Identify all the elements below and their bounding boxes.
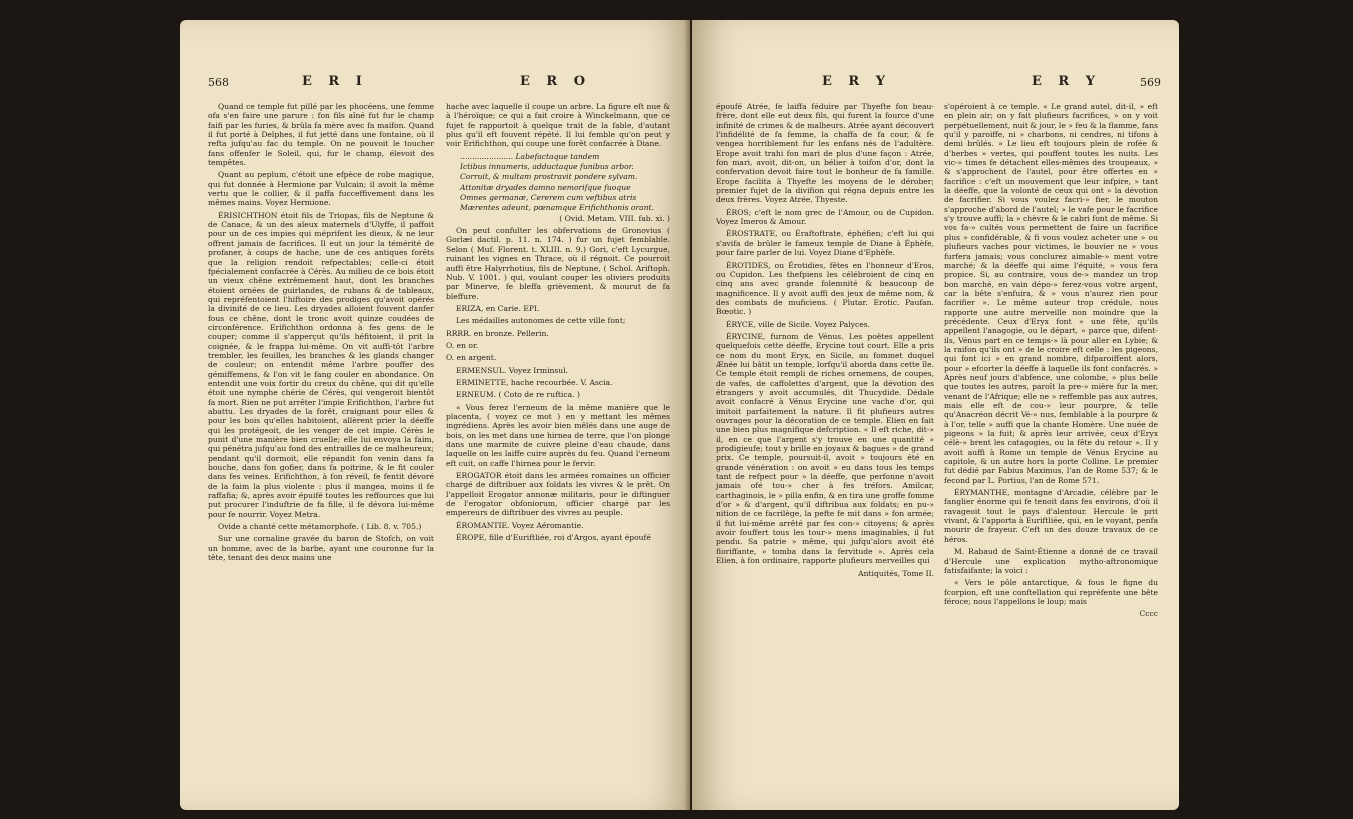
paragraph: « Vous ferez l'erneum de la même manière que le placenta, ( voyez ce mot ) en y mettant les mêmes ingrédiens. Après les avoir bien mêlés dans une auge de bois, on les met dans une hirnea de terre, que l'on plonge dans une marmite de cuivre pleine d'eau chaude, dans laquelle on les laiffe cuire auprès du feu. Quand l'erneum eft cuit, on caffe l'hirnea pour le fervir. <box>446 402 670 468</box>
entry-erope: ÉROPE, fille d'Euriftliée, roi d'Argos, ayant époufé <box>456 533 651 543</box>
entry-erotides: ÉROTIDES, ou Érotidies, fêtes en l'honneur d'Eros, ou Cupidon. Les thefpiens les célébroient de cinq en cinq ans avec grande folemnité & beaucoup de magnificence. Il y avoit auffi des jeux de même nom, & des combats de muficiens. ( Plutar. Erotic. Paufan. Bœotic. ) <box>716 260 934 317</box>
paragraph: « Vers le pôle antarctique, & fous le figne du fcorpion, eft une conftellation qui repréfente une bête féroce; nous l'appellons le loup; mais <box>944 578 1158 606</box>
paragraph: hache avec laquelle il coupe un arbre. La figure eft nue & à l'héroïque; ce qui a fait croire à Winckelmann, que ce fujet fe rapportoit à quelque trait de la fable, d'autant plus qu'il eft fouvent répété. Il lui femble qu'on peut y voir Erifichthon, qui coupe une forêt confacrée à Diane. <box>446 102 670 149</box>
entry-erminette: ERMINETTE, hache recourbée. V. Ascia. <box>456 377 613 387</box>
left-page <box>180 20 690 810</box>
entry-ermensul: ERMENSUL. Voyez Irminsul. <box>456 365 569 375</box>
verse-line: Mærentes adeunt, pœnamque Erifichthonis orant. <box>460 203 655 213</box>
paragraph: Les médailles autonomes de cette ville font; <box>456 316 626 326</box>
entry-erogator: EROGATOR étoit dans les armées romaines un officier chargé de diftribuer aux foldats les vivres & le prêt. On l'appelloit Erogator annonæ militaris, pour le diftinguer de l'erogator obfoniorum, officier chargé par les empereurs de diftribuer des vivres au peuple. <box>446 471 670 518</box>
signature-mark: Cccc <box>1139 609 1158 619</box>
paragraph: Quand ce temple fut pillé par les phocéens, une femme ofa s'en faire une parure : fon fils aîné fut fur le champ faifi par les furies, & brûla fa mère avec fa maifon. Quand il fut porté à Delphes, il fut jetté dans une fontaine, où il refta jufqu'au fac du temple. On ne pouvoit le toucher fans offenfer le Soleil, qui, fur le champ, élevoit des tempêtes. <box>208 102 434 168</box>
coin-line: O. en argent. <box>446 353 497 363</box>
entry-eryce: ÉRYCE, ville de Sicile. Voyez Palyces. <box>726 319 871 329</box>
entry-eros: ÉROS; c'eft le nom grec de l'Amour, ou de Cupidon. Voyez Imeros & Amour. <box>716 207 934 227</box>
left-column-1 <box>208 102 434 566</box>
running-head-left-col2: E R O <box>520 74 592 89</box>
right-page <box>692 20 1179 810</box>
verse-line: Attonitæ dryades damno nemorifque fuoque <box>460 182 631 192</box>
verse-line: Omnes germanæ, Cererem cum veftibus atris <box>460 193 637 203</box>
right-column-1 <box>716 102 934 578</box>
entry-erisichthon: ÉRISICHTHON étoit fils de Triopas, fils de Neptune & de Canace, & un des aïeux maternels d'Ulyffe, il paffoit pour un de ces impies qui méprifent les dieux, & ne leur offrent jamais de facrifices. Il eut un jour la témérité de profaner, à coups de hache, une de ces antiques forêts que la religion rendoit refpectables; celle-ci étoit fpécialement confacrée à Cérès. Au milieu de ce bois étoit un vieux chêne extrêmement haut, dont les branches étoient ornées de guirlandes, de rubans & de tableaux, qui repréfentoient l'hiftoire des prodiges qu'avoit opérés la divinité de ce lieu. Les dryades alloient fouvent danfer fous ce chêne, dont le tronc avoit quinze coudées de circonférence. Erifichthon ordonna à fes gens de le couper; comme il s'apperçut qu'ils héfitoient, il prit la coignée, & le frappa lui-même. On vit auffi-tôt l'arbre trembler, les feuilles, les branches & les glands changer de couleur; on entendit même l'arbre pouffer des gémiffemens, & l'on vit le fang couler en abondance. On entendit une voix fortir du creux du chêne, qui dit qu'elle étoit une nymphe chérie de Cérès, qui vengeroit bientôt fa mort. Rien ne put arrêter l'impie Erifichthon, l'arbre fut abattu. Les dryades de la forêt, craignant pour elles & pour les bois qu'elles habitoient, allèrent prier la déeffe qui les protégeoit, de les venger de cet impie. Cérès le punit d'une manière bien cruelle; elle lui envoya la faim, qui pénétra jufqu'au fond des entrailles de ce malheureux; pendant qu'il dormoit, elle répandit fon venin dans fa bouche, dans fon gofier, dans fa poitrine, & le fit couler dans fes veines. Erifichthon, à fon réveil, fe fentit dévoré de la faim la plus violente : plus il mangea, moins il fe raffafia; &, après avoir épuifé toutes les reffources que lui put procurer l'induftrie de fa fille, il fe dévora lui-même pour fe nourrir. Voyez Metra. <box>208 210 434 519</box>
paragraph: s'opéroient à ce temple. « Le grand autel, dit-il, » eft en plein air; on y fait plufieurs facrifices, » on y voit perpétuellement, nuit & jour, le » feu & la flamme, fans qu'il y paroiffe, ni » charbons, ni cendres, ni tifons à demi brûlés. » Le lieu eft toujours plein de rofée & d'herbes » vertes, qui pouffent toutes les nuits. Les vic-» times fe détachent elles-mêmes des troupeaux, » & s'approchent de l'autel, pour être offertes en » facrifice : c'eft un mouvement que leur infpire, » tant la déeffe, que la volonté de ceux qui ont » la dévotion de facrifier. Si vous voulez facri-» fier, le mouton s'approche d'abord de l'autel; » le vafe pour le facrifice s'y trouve auffi; la » chèvre & le cabri font de même. Si vos fa-» cultés vous permettent de faire un facrifice plus » confidérable, & fi vous voulez acheter une » ou plufieurs vaches pour victimes, le bouvier ne » vous furfera jamais; vous conclurez aimable-» ment votre marché; & la déeffe qui aime l'équité, » vous fera propice. Si, au contraire, vous de-» mandez un trop bon marché, en vain dépo-» ferez-vous votre argent, car la bête s'enfuira, & » vous n'aurez rien pour facrifier ». Le même auteur trop crédule, nous rapporte une autre merveille non moindre que la précédente. Ceux d'Eryx font » une fête, qu'ils appellent l'anagogie, ou le départ, » parce que, difent-ils, Vénus part en ce temps-» là pour aller en Lybie; & la raifon qu'ils ont » de le croire eft celle : les pigeons, qui font ici » en grand nombre, difparoiffent alors, pour » efcorter la déeffe à laquelle ils font confacrés. » Après neuf jours d'abfence, une colombe, » plus belle que toutes les autres, paroît la pre-» mière fur la mer, venant de l'Afrique; elle ne » reffemble pas aux autres, mais elle eft de cou-» leur pourpre, & telle qu'Anacréon décrit Vé-» nus, femblable à la pourpre & à l'or, telle » auffi que la chante Homère. Une nuée de pigeons » la fuit; & après leur arrivée, ceux d'Eryx célè-» brent les catagogies, ou la fête du retour ». Il y avoit auffi à Rome un temple de Vénus Erycine au capitole, & un autre hors la porte Colline. Le premier fut dédié par Fabius Maximus, l'an de Rome 537; & le fecond par L. Portius, l'an de Rome 571. <box>944 102 1158 485</box>
running-head-right-col2: E R Y <box>1032 74 1102 89</box>
paragraph: On peut confulter les obfervations de Gronovius ( Gorlæi dactil. p. 11. n. 174. ) fur un fujet femblable. Selon ( Muf. Florent. t. XLIII. n. 9.) Gori, c'eft Lycurgue, ruinant les vignes en Thrace, où il régnoit. Ce pourroit auffi être Halyrrhotius, fils de Neptune, ( Schol. Ariftoph. Nub. V. 1001. ) qui, voulant couper les oliviers produits par Minerve, fe bleffa grièvement, & mourut de fa bleffure. <box>446 226 670 301</box>
entry-erycine: ÉRYCINE, furnom de Vénus. Les poëtes appellent quelquefois cette déeffe, Erycine tout court. Elle a pris ce nom du mont Eryx, en Sicile, au fommet duquel Ænée lui bâtit un temple, lorfqu'il aborda dans cette île. Ce temple étoit rempli de riches ornemens, de coupes, de vafes, de caffolettes d'argent, que la dévotion des étrangers y avoit accumulés, dit Thucydide. Dédale avoit confacré à Vénus Erycine une vache d'or, qui imitoit parfaitement la nature. Il fit plufieurs autres ouvrages pour la décoration de ce temple. Elien en fait une bien plus magnifique defcription. « Il eft riche, dit-» il, en ce que l'argent s'y trouve en une quantité » prodigieufe; tout y brille en joyaux & bagues » de grand prix. Ce temple, poursuit-il, avoit » toujours été en grande vénération : on avoit » eu dans tous les temps tant de refpect pour » la déeffe, que perfonne n'avoit jamais ofé tou-» cher à fes tréfors. Amilcar, carthaginois, le » pilla enfin, & en tira une groffe fomme d'or » & d'argent, qu'il diftribua aux foldats; en pu-» nition de ce facrilège, la pefte fe mit dans » fon armée; il fut lui-même arrêté par fes con-» citoyens; & après avoir fouffert tous les tour-» mens imaginables, il fut pendu. Sa patrie » même, qui jufqu'alors avoit été floriffante, » tomba dans la fervitude ». Après cela Elien, à fon ordinaire, rapporte plufieurs merveilles qui <box>716 331 934 566</box>
verse-line: ...................... Labefactaque tandem <box>460 151 600 161</box>
coin-line: RRRR. en bronze. Pellerin. <box>446 328 549 338</box>
signature-title: Antiquités, Tome II. <box>858 568 934 578</box>
paragraph: Quant au peplum, c'étoit une efpèce de robe magique, qui fut donnée à Hermione par Vulcain; il avoit la même vertu que le collier, & il paffa fucceffivement dans les mêmes mains. Voyez Hermione. <box>208 170 434 208</box>
running-head-left-col1: E R I <box>302 74 368 89</box>
entry-eromantie: ÉROMANTIE. Voyez Aéromantie. <box>456 520 584 530</box>
paragraph: Sur une cornaline gravée du baron de Stofch, on voit un homme, avec de la barbe, ayant une couronne fur la tête, tenant des deux mains une <box>208 534 434 563</box>
verse-reference: ( Ovid. Metam. VIII. fab. xi. ) <box>559 213 670 223</box>
paragraph: époufé Atrée, fe laiffa féduire par Thyefte fon beau-frère, dont elle eut deux fils, qui furent la fource d'une infinité de crimes & de malheurs. Atrée ayant découvert l'infidélité de fa femme, la chaffa de fa cour, & fe vengea horriblement fur les enfans nés de l'adultère. Erope avoit trahi fon mari de plus d'une façon : Atrée, fon mari, avoit, dit-on, un bélier à toifon d'or, dont la confervation devoit faire tout le bonheur de fa famille. Erope facilita à Thyefte les moyens de le dérober; premier fujet de la divifion qui régna depuis entre les deux frères. Voyez Atrée, Thyeste. <box>716 102 934 205</box>
paragraph: Ovide a chanté cette métamorphofe. ( Lib. 8. v. 705.) <box>218 522 422 532</box>
coin-line: O. en or. <box>446 340 479 350</box>
verse-line: Corruit, & multam prostravit pondere sylvam. <box>460 172 638 182</box>
page-number-right: 569 <box>1140 76 1161 89</box>
entry-erymanthe: ÉRYMANTHE, montagne d'Arcadie, célèbre par le fanglier énorme qui fe tenoit dans fes environs, d'où il ravageoit tout le pays d'alentour. Hercule le prit vivant, & l'apporta à Euriftliée, qui, en le voyant, penfa mourir de frayeur. C'eft un des douze travaux de ce héros. <box>944 488 1158 544</box>
right-column-2 <box>944 102 1158 622</box>
left-column-2 <box>446 102 670 545</box>
entry-eriza: ERIZA, en Carie. ΕΡΙ. <box>456 303 540 313</box>
entry-erneum: ERNEUM. ( Coto de re ruftica. ) <box>456 390 580 400</box>
paragraph: M. Rabaud de Saint-Étienne a donné de ce travail d'Hercule une explication mytho-aftronomique fatisfaifante; la voici : <box>944 547 1158 575</box>
running-head-right-col1: E R Y <box>822 74 892 89</box>
verse-line: Ictibus innumeris, adductaque funibus arbor. <box>460 162 634 172</box>
entry-erostrate: ÉROSTRATE, ou Éraftoftrate, éphéfien; c'eft lui qui s'avifa de brûler le fameux temple de Diane à Éphèfe, pour faire parler de lui. Voyez Diane d'Ephèfe. <box>716 229 934 258</box>
page-number-left: 568 <box>208 76 229 89</box>
